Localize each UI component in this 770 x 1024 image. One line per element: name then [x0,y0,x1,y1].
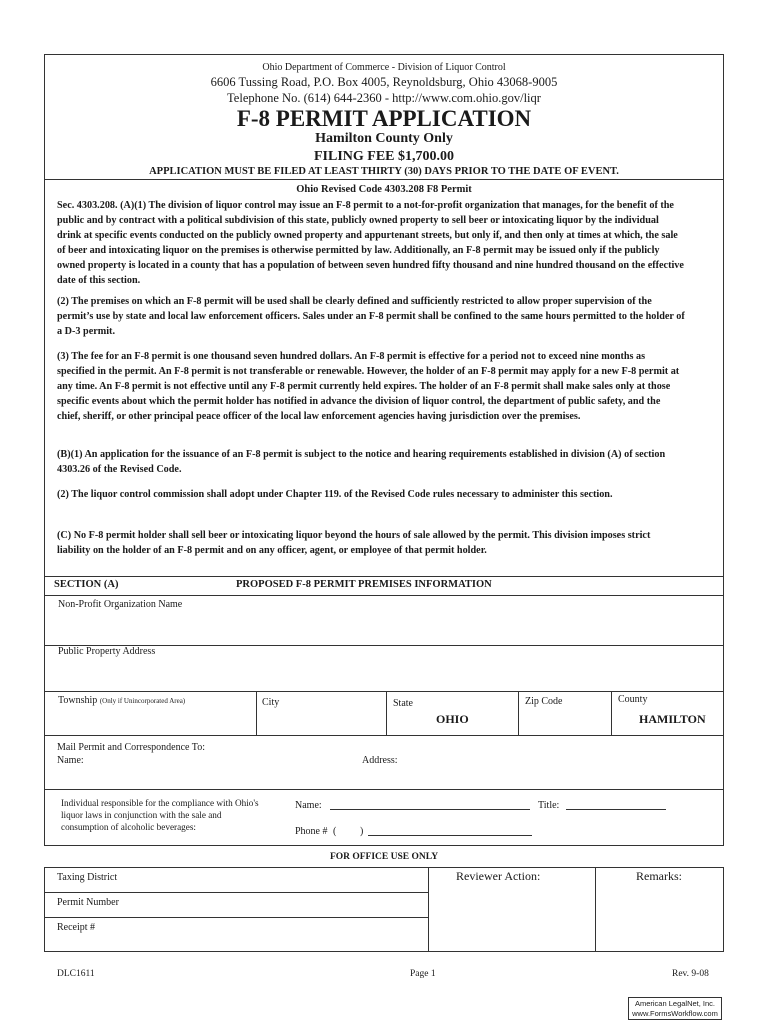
township-label [58,695,185,706]
phone-paren-close: ) [360,826,364,837]
divider [44,789,724,790]
divider [44,917,428,918]
divider [44,576,724,577]
form-id: DLC1611 [57,969,95,979]
mail-name-label: Name: [57,755,84,766]
receipt-label: Receipt # [57,922,96,933]
remarks-label: Remarks: [636,869,682,883]
township-label-text: Township [58,695,98,706]
responsible-name-input[interactable] [330,799,530,810]
publisher-url[interactable]: www.FormsWorkflow.com [632,1009,718,1018]
divider [518,691,519,735]
office-use-box [44,867,724,952]
property-address-label: Public Property Address [58,646,156,657]
phone-area-code-input[interactable] [343,825,359,835]
divider [44,179,724,180]
statute-heading: Ohio Revised Code 4303.208 F8 Permit [296,184,472,195]
section-a-label: SECTION (A) [54,579,119,590]
phone-paren-open: ( [333,826,337,837]
divider [44,735,724,736]
filing-fee: FILING FEE $1,700.00 [313,149,454,164]
responsible-title-input[interactable] [566,799,666,810]
statute-paragraph: (B)(1) An application for the issuance of an F-8 permit is subject to the notice and hearing requirements established in division (A) of section 4303.26 of the Revised Code. [57,449,666,475]
org-name-label: Non-Profit Organization Name [58,599,183,610]
reviewer-action-label: Reviewer Action: [456,869,541,883]
agency-address: 6606 Tussing Road, P.O. Box 4005, Reynoldsburg, Ohio 43068-9005 [210,75,558,89]
divider [44,595,724,596]
divider [595,867,596,952]
statute-paragraph: (2) The liquor control commission shall adopt under Chapter 119. of the Revised Code rules necessary to administer this section. [57,489,613,500]
page-title: F-8 PERMIT APPLICATION [236,106,532,131]
publisher-name: American LegalNet, Inc. [634,999,716,1008]
agency-name: Ohio Department of Commerce - Division of Liquor Control [262,62,506,73]
divider [386,691,387,735]
divider [44,892,428,893]
city-label: City [262,697,280,708]
county-value: HAMILTON [639,712,706,726]
statute-paragraph: (3) The fee for an F-8 permit is one thousand seven hundred dollars. An F-8 permit is effective for a period not to exceed nine months as specified in the permit. An F-8 permit is not transferable or renewable. However, the holder of an F-8 permit may apply for a new F-8 permit at any time. An F-8 permit is not effective until any F-8 permit currently held expires. The holder of an F-8 permit shall make sales only at those specific events about which the permit holder has notified in advance the division of liquor control, the department of public safety, and the chief, sheriff, or other principal peace officer of the local law enforcement agencies having jurisdiction over the premises. [57,351,680,422]
statute-paragraph: Sec. 4303.208. (A)(1) The division of liquor control may issue an F-8 permit to a not-for-profit organization that manages, for the benefit of the public and by contract with a political subdivision of this state, publicly owned property to sell beer or intoxicating liquor by the individual drink at specific events conducted on the publicly owned property and appurtenant streets, but only if, and then only at times at which, the sale of beer and intoxicating liquor on the premises is otherwise permitted by law. Additionally, an F-8 permit may be issued only if the publicly owned property is located in a county that has a population of between seven hundred fifty thousand and nine hundred thousand on the effective date of this section. [57,200,684,286]
responsible-description: Individual responsible for the compliance with Ohio's liquor laws in conjunction with the sale and consumption of alcoholic beverages: [61,798,259,832]
office-use-heading: FOR OFFICE USE ONLY [329,852,439,862]
phone-number-input[interactable] [368,825,532,836]
section-a-title: PROPOSED F-8 PERMIT PREMISES INFORMATION [236,579,492,590]
divider [44,691,724,692]
org-name-field[interactable] [45,612,723,644]
responsible-title-label: Title: [538,800,560,811]
responsible-phone-label: Phone # [295,826,328,837]
mail-address-label: Address: [362,755,398,766]
agency-phone: Telephone No. (614) 644-2360 - http://www.com.ohio.gov/liqr [227,91,541,105]
state-label: State [393,698,413,709]
statute-paragraph: (C) No F-8 permit holder shall sell beer or intoxicating liquor beyond the hours of sale allowed by the permit. This division imposes strict liability on the holder of an F-8 permit and on any officer, agent, or employee of that permit holder. [57,530,651,556]
state-value: OHIO [436,712,469,726]
revision: Rev. 9-08 [672,969,709,979]
divider [428,867,429,952]
property-address-field[interactable] [45,660,723,690]
county-label: County [618,694,648,705]
responsible-name-label: Name: [295,800,322,811]
taxing-district-label: Taxing District [57,872,118,883]
permit-number-label: Permit Number [57,897,119,908]
publisher-badge [628,997,722,1020]
filing-deadline: APPLICATION MUST BE FILED AT LEAST THIRTY (30) DAYS PRIOR TO THE DATE OF EVENT. [149,166,619,177]
county-only: Hamilton County Only [315,131,453,146]
township-note: (Only if Unincorporated Area) [99,697,186,705]
page-number: Page 1 [410,969,436,979]
divider [611,691,612,735]
statute-paragraph: (2) The premises on which an F-8 permit will be used shall be clearly defined and sufficiently restricted to allow proper supervision of the permit’s use by state and local law enforcement officers. Sales under an F-8 permit shall be confined to the same hours permitted to the holder of a D-3 permit. [57,296,685,337]
zip-label: Zip Code [525,696,563,707]
mail-to-label: Mail Permit and Correspondence To: [57,742,205,753]
divider [256,691,257,735]
